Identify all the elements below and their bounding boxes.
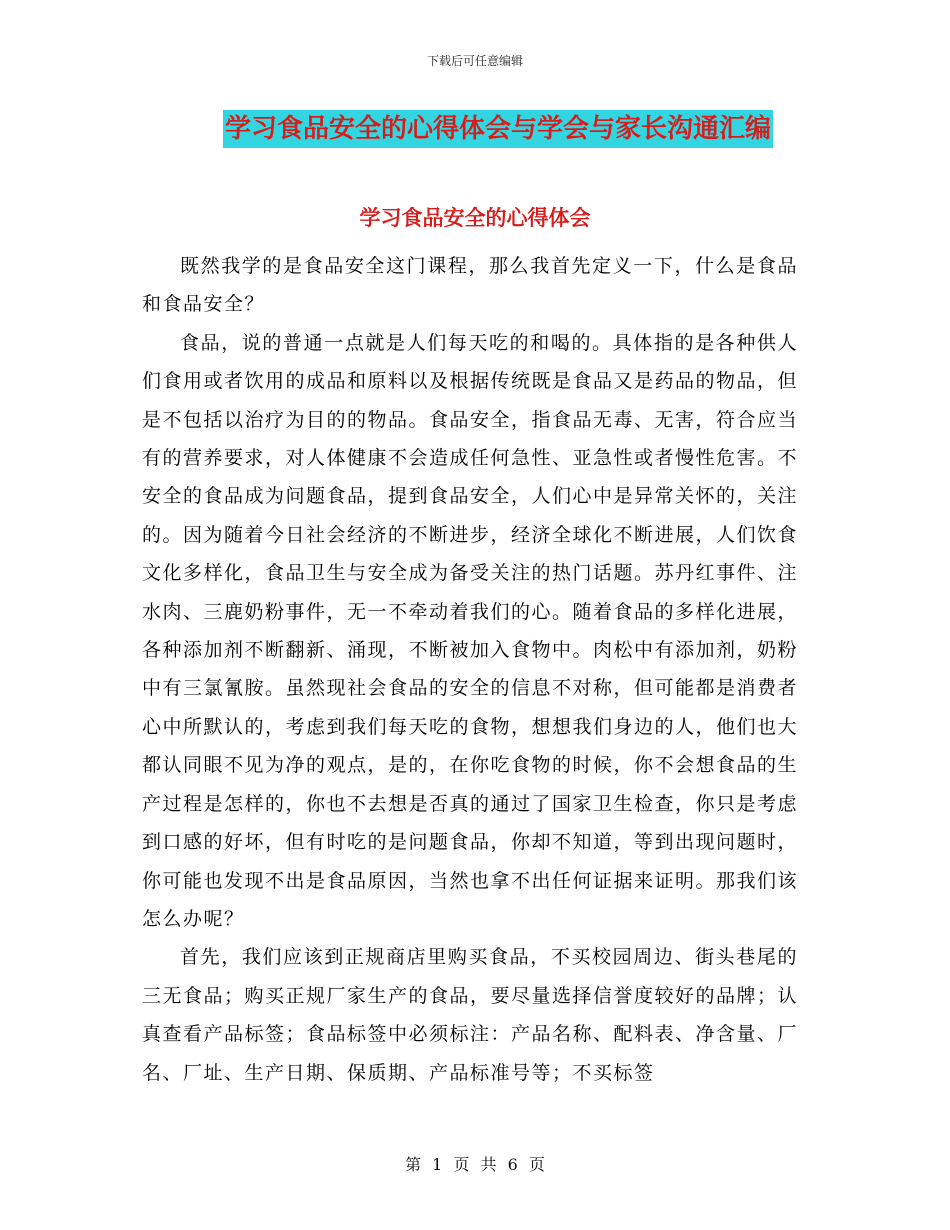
main-title: 学习食品安全的心得体会与学会与家长沟通汇编	[223, 110, 773, 148]
paragraph-2: 食品，说的普通一点就是人们每天吃的和喝的。具体指的是各种供人们食用或者饮用的成品和原料以及根据传统既是食品又是药品的物品，但是不包括以治疗为目的的物品。食品安全，指食品无毒、无害，符合应当有的营养要求，对人体健康不会造成任何急性、亚急性或者慢性危害。不安全的食品成为问题食品，提到食品安全，人们心中是异常关怀的，关注的。因为随着今日社会经济的不断进步，经济全球化不断进展，人们饮食文化多样化，食品卫生与安全成为备受关注的热门话题。苏丹红事件、注水肉、三鹿奶粉事件，无一不牵动着我们的心。随着食品的多样化进展，各种添加剂不断翻新、涌现，不断被加入食物中。肉松中有添加剂，奶粉中有三氯氰胺。虽然现社会食品的安全的信息不对称，但可能都是消费者心中所默认的，考虑到我们每天吃的食物，想想我们身边的人，他们也大都认同眼不见为净的观点，是的，在你吃食物的时候，你不会想食品的生产过程是怎样的，你也不去想是否真的通过了国家卫生检查，你只是考虑到口感的好坏，但有时吃的是问题食品，你却不知道，等到出现问题时，你可能也发现不出是食品原因，当然也拿不出任何证据来证明。那我们该怎么办呢？	[142, 331, 799, 930]
paragraph-3: 首先，我们应该到正规商店里购买食品，不买校园周边、街头巷尾的三无食品；购买正规厂家生产的食品，要尽量选择信誉度较好的品牌；认真查看产品标签；食品标签中必须标注：产品名称、配料表、净含量、厂名、厂址、生产日期、保质期、产品标准号等；不买标签	[142, 946, 799, 1084]
paragraph-1: 既然我学的是食品安全这门课程，那么我首先定义一下，什么是食品和食品安全？	[142, 255, 798, 316]
document-body	[142, 247, 798, 1092]
page-number: 第 1 页 共 6 页	[405, 1155, 545, 1174]
section-title: 学习食品安全的心得体会	[359, 206, 591, 230]
header-note: 下载后可任意编辑	[426, 54, 523, 68]
main-title-container	[0, 110, 950, 148]
